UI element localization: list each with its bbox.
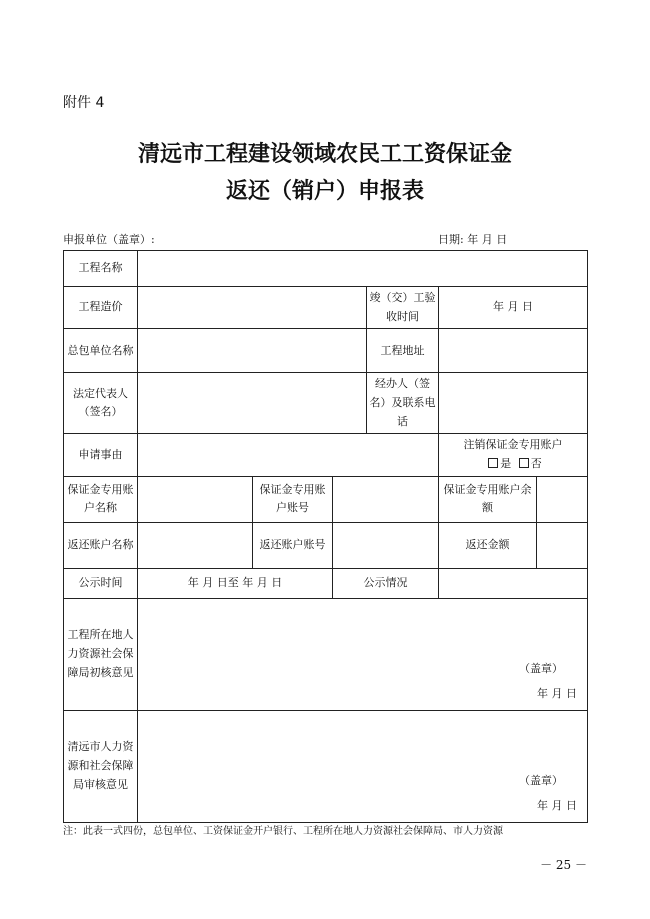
page-number: － 25 － bbox=[540, 858, 587, 872]
form-title-line2: 返还（销户）申报表 bbox=[225, 178, 424, 204]
local-seal-label: （盖章） bbox=[519, 662, 564, 676]
application-form-table bbox=[63, 250, 588, 823]
close-account-cell bbox=[439, 434, 588, 476]
application-date-label: 日期: 年 月 日 bbox=[438, 233, 508, 246]
return-account-name-label: 返还账户名称 bbox=[64, 522, 138, 568]
local-review-field[interactable] bbox=[138, 598, 588, 710]
return-account-name-field[interactable] bbox=[138, 522, 253, 568]
handler-label: 经办人（签名）及联系电话 bbox=[367, 373, 439, 434]
yes-label: 是 bbox=[500, 457, 512, 471]
reason-field[interactable] bbox=[138, 434, 439, 476]
general-contractor-label: 总包单位名称 bbox=[64, 329, 138, 373]
general-contractor-field[interactable] bbox=[138, 329, 367, 373]
project-address-label: 工程地址 bbox=[367, 329, 439, 373]
publicity-time-field[interactable]: 年 月 日至 年 月 日 bbox=[138, 568, 333, 598]
return-account-no-label: 返还账户账号 bbox=[253, 522, 333, 568]
acceptance-time-label: 竣（交）工验收时间 bbox=[367, 287, 439, 329]
no-checkbox[interactable] bbox=[519, 458, 529, 468]
form-title-line1: 清远市工程建设领域农民工工资保证金 bbox=[137, 141, 512, 167]
publicity-status-field[interactable] bbox=[439, 568, 588, 598]
publicity-status-label: 公示情况 bbox=[333, 568, 439, 598]
close-account-label: 注销保证金专用账户 bbox=[463, 438, 563, 452]
no-label: 否 bbox=[530, 457, 542, 471]
project-address-field[interactable] bbox=[439, 329, 588, 373]
reason-label: 申请事由 bbox=[64, 434, 138, 476]
project-cost-field[interactable] bbox=[138, 287, 367, 329]
handler-field[interactable] bbox=[439, 373, 588, 434]
acceptance-date-field[interactable]: 年 月 日 bbox=[439, 287, 588, 329]
city-review-date: 年 月 日 bbox=[537, 798, 578, 812]
return-amount-field[interactable] bbox=[537, 522, 588, 568]
deposit-account-no-field[interactable] bbox=[333, 476, 439, 522]
deposit-account-name-field[interactable] bbox=[138, 476, 253, 522]
deposit-account-no-label: 保证金专用账户账号 bbox=[253, 476, 333, 522]
deposit-balance-label: 保证金专用账户余额 bbox=[439, 476, 537, 522]
attachment-label: 附件 4 bbox=[63, 95, 105, 111]
return-account-no-field[interactable] bbox=[333, 522, 439, 568]
deposit-account-name-label: 保证金专用账户名称 bbox=[64, 476, 138, 522]
city-review-label: 清远市人力资源和社会保障局审核意见 bbox=[64, 710, 138, 822]
project-cost-label: 工程造价 bbox=[64, 287, 138, 329]
return-amount-label: 返还金额 bbox=[439, 522, 537, 568]
legal-rep-field[interactable] bbox=[138, 373, 367, 434]
local-review-date: 年 月 日 bbox=[537, 686, 578, 700]
applicant-unit-label: 申报单位（盖章）: bbox=[63, 233, 155, 246]
local-review-label: 工程所在地人力资源社会保障局初核意见 bbox=[64, 598, 138, 710]
deposit-balance-field[interactable] bbox=[537, 476, 588, 522]
city-seal-label: （盖章） bbox=[519, 774, 564, 788]
project-name-field[interactable] bbox=[138, 251, 588, 287]
yes-checkbox[interactable] bbox=[488, 458, 498, 468]
footnote: 注：此表一式四份，总包单位、工资保证金开户银行、工程所在地人力资源社会保障局、市人力资源 bbox=[63, 826, 503, 837]
legal-rep-label: 法定代表人（签名） bbox=[64, 373, 138, 434]
publicity-time-label: 公示时间 bbox=[64, 568, 138, 598]
city-review-field[interactable] bbox=[138, 710, 588, 822]
project-name-label: 工程名称 bbox=[64, 251, 138, 287]
